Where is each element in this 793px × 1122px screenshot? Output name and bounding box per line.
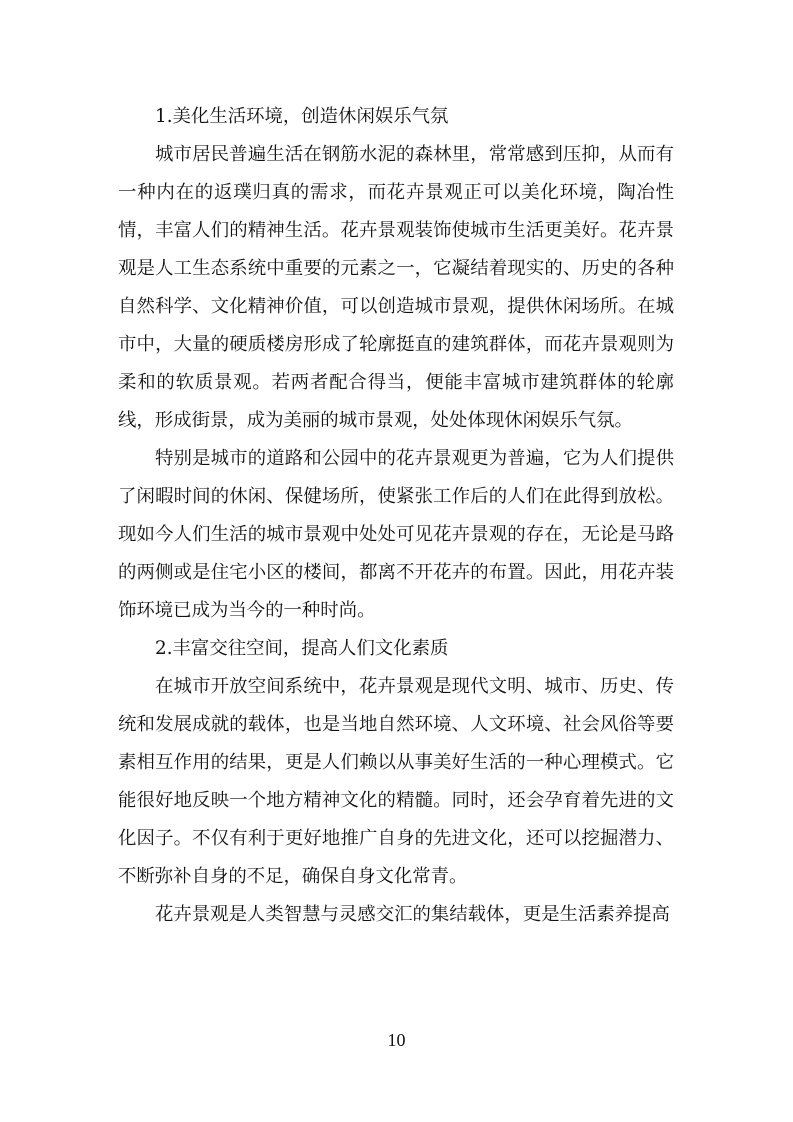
document-page bbox=[118, 98, 674, 934]
section-heading-1: 1.美化生活环境，创造休闲娱乐气氛 bbox=[155, 106, 449, 127]
paragraph: 特别是城市的道路和公园中的花卉景观更为普遍，它为人们提供了闲暇时间的休闲、保健场所，使紧张工作后的人们在此得到放松。现如今人们生活的城市景观中处处可见花卉景观的存在，无论是马路的两侧或是住宅小区的楼间，都离不开花卉的布置。因此，用花卉装饰环境已成为当今的一种时尚。 bbox=[118, 448, 674, 621]
paragraph: 在城市开放空间系统中，花卉景观是现代文明、城市、历史、传统和发展成就的载体，也是当地自然环境、人文环境、社会风俗等要素相互作用的结果，更是人们赖以从事美好生活的一种心理模式。它能很好地反映一个地方精神文化的精髓。同时，还会孕育着先进的文化因子。不仅有利于更好地推广自身的先进文化，还可以挖掘潜力、不断弥补自身的不足，确保自身文化常青。 bbox=[118, 676, 674, 887]
paragraph: 花卉景观是人类智慧与灵感交汇的集结载体，更是生活素养提高 bbox=[155, 904, 670, 925]
page-number: 10 bbox=[387, 1030, 406, 1050]
section-heading-2: 2.丰富交往空间，提高人们文化素质 bbox=[155, 638, 449, 659]
paragraph: 城市居民普遍生活在钢筋水泥的森林里，常常感到压抑，从而有一种内在的返璞归真的需求，而花卉景观正可以美化环境，陶冶性情，丰富人们的精神生活。花卉景观装饰使城市生活更美好。花卉景观是人工生态系统中重要的元素之一，它凝结着现实的、历史的各种自然科学、文化精神价值，可以创造城市景观，提供休闲场所。在城市中，大量的硬质楼房形成了轮廓挺直的建筑群体，而花卉景观则为柔和的软质景观。若两者配合得当，便能丰富城市建筑群体的轮廓线，形成街景，成为美丽的城市景观，处处体现休闲娱乐气氛。 bbox=[118, 144, 674, 431]
